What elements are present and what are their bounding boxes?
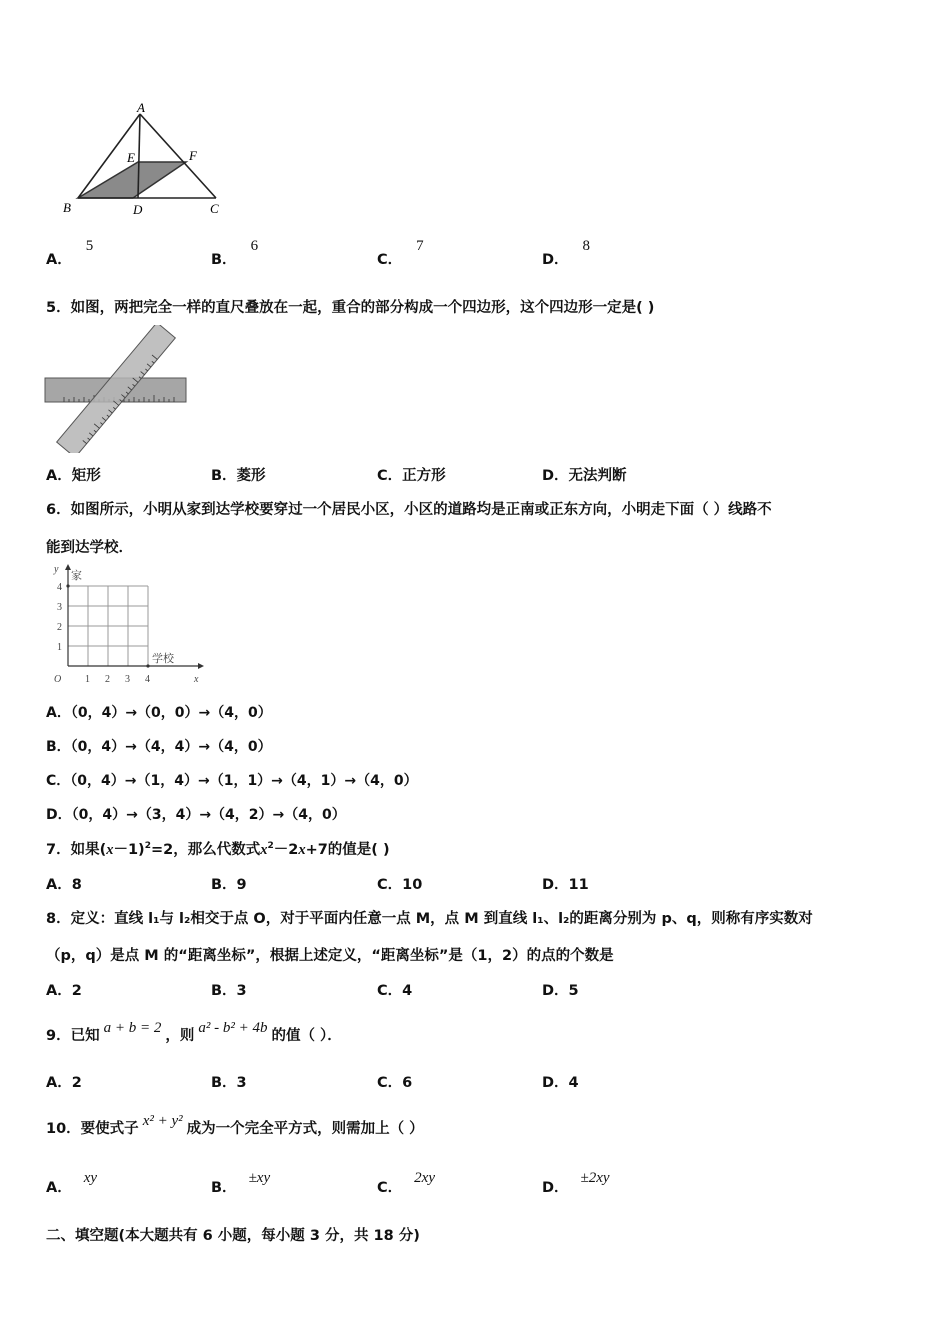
q10-math-expression: x² + y² xyxy=(142,1113,183,1129)
q5-options xyxy=(46,464,906,494)
q6-question-line2: 能到达学校． xyxy=(46,540,133,556)
label-F: F xyxy=(189,148,197,163)
option-value: 2xy xyxy=(414,1170,435,1186)
rulers-diagram xyxy=(44,325,194,453)
q8-option-a[interactable]: A．2 xyxy=(46,983,82,999)
q7-text-part: =2，那么代数式 xyxy=(150,842,261,858)
q9-option-d[interactable]: D．4 xyxy=(542,1075,579,1091)
q8-option-b[interactable]: B．3 xyxy=(211,983,247,999)
label-D: D xyxy=(133,202,143,217)
q7-text-part: +7的值是( ) xyxy=(305,842,390,858)
q10-question-text xyxy=(46,1113,424,1138)
x-axis-arrow-icon xyxy=(198,663,204,669)
option-label: A． xyxy=(46,1180,72,1196)
triangle-diagram xyxy=(58,100,233,220)
q6-option-c[interactable]: C．（0，4）→（1，4）→（1，1）→（4，1）→（4，0） xyxy=(46,773,418,789)
q7-option-c[interactable]: C．10 xyxy=(377,877,423,893)
q4-option-d[interactable] xyxy=(542,238,591,269)
section2-title: 二、填空题(本大题共有 6 小题，每小题 3 分，共 18 分) xyxy=(46,1228,420,1244)
q7-text-part: －2 xyxy=(273,842,299,858)
q10-option-a[interactable] xyxy=(46,1170,98,1197)
q10-text-part: 成为一个完全平方式，则需加上（ ） xyxy=(186,1121,424,1137)
q9-options xyxy=(46,1071,906,1101)
option-value: ±2xy xyxy=(580,1170,610,1186)
q10-option-d[interactable] xyxy=(542,1170,610,1197)
option-value: 5 xyxy=(85,238,94,254)
option-value: 8 xyxy=(582,238,591,254)
q7-text-part: 7．如果( xyxy=(46,842,107,858)
grid-lines xyxy=(68,586,148,666)
q10-options xyxy=(46,1170,906,1206)
q6-question-line1: 6．如图所示，小明从家到达学校要穿过一个居民小区，小区的道路均是正南或正东方向，小明走下面（ ）线路不 xyxy=(46,502,772,518)
option-label: B． xyxy=(211,252,237,268)
q8-option-d[interactable]: D．5 xyxy=(542,983,579,999)
shaded-parallelogram xyxy=(78,162,186,198)
q10-text-part: 10．要使式子 xyxy=(46,1121,139,1137)
origin-label: O xyxy=(54,674,62,685)
y-tick: 3 xyxy=(57,602,62,613)
q7-option-b[interactable]: B．9 xyxy=(211,877,247,893)
y-tick: 1 xyxy=(57,642,62,653)
y-tick: 4 xyxy=(57,582,62,593)
label-B: B xyxy=(63,200,71,215)
school-point xyxy=(146,664,149,667)
q5-option-c[interactable]: C．正方形 xyxy=(377,468,446,484)
x-tick: 3 xyxy=(125,674,130,685)
x-tick: 4 xyxy=(145,674,150,685)
q4-option-a[interactable] xyxy=(46,238,94,269)
x-axis-label: x xyxy=(194,674,199,685)
q6-option-a[interactable]: A．（0，4）→（0，0）→（4，0） xyxy=(46,705,272,721)
q7-text-part: －1) xyxy=(113,842,145,858)
exponent: 2 xyxy=(267,841,274,852)
option-label: B． xyxy=(211,1180,237,1196)
q4-triangle-figure xyxy=(58,100,233,220)
q8-question-line1: 8．定义：直线 l₁与 l₂相交于点 O，对于平面内任意一点 M，点 M 到直线 l₁、l₂的距离分别为 p、q，则称有序实数对 xyxy=(46,911,813,927)
q9-math-expression: a² - b² + 4b xyxy=(198,1020,268,1036)
q10-option-c[interactable] xyxy=(377,1170,435,1197)
q5-option-d[interactable]: D．无法判断 xyxy=(542,468,627,484)
option-label: C． xyxy=(377,1180,403,1196)
q9-math-given: a + b = 2 xyxy=(103,1020,162,1036)
q7-option-d[interactable]: D．11 xyxy=(542,877,589,893)
home-label: 家 xyxy=(71,569,82,582)
x-tick: 2 xyxy=(105,674,110,685)
y-axis-label: y xyxy=(54,564,59,575)
q9-option-b[interactable]: B．3 xyxy=(211,1075,247,1091)
q6-option-d[interactable]: D．（0，4）→（3，4）→（4，2）→（4，0） xyxy=(46,807,346,823)
q9-text-part: ，则 xyxy=(165,1028,195,1044)
option-value: ±xy xyxy=(248,1170,271,1186)
q4-option-b[interactable] xyxy=(211,238,259,269)
option-label: D． xyxy=(542,1180,569,1196)
school-label: 学校 xyxy=(152,652,174,665)
option-label: A． xyxy=(46,252,72,268)
option-value: 6 xyxy=(250,238,259,254)
option-label: C． xyxy=(377,252,403,268)
q7-question-text xyxy=(46,838,390,859)
q7-option-a[interactable]: A．8 xyxy=(46,877,82,893)
q9-option-a[interactable]: A．2 xyxy=(46,1075,82,1091)
q8-question-line2: （p，q）是点 M 的“距离坐标”，根据上述定义，“距离坐标”是（1，2）的点的个数是 xyxy=(46,948,614,964)
q10-option-b[interactable] xyxy=(211,1170,271,1197)
option-value: 7 xyxy=(416,238,424,254)
label-A: A xyxy=(137,100,145,115)
q7-options xyxy=(46,873,906,903)
var-x: x xyxy=(298,842,306,858)
label-E: E xyxy=(127,150,135,165)
exponent: 2 xyxy=(144,841,151,852)
option-label: D． xyxy=(542,252,569,268)
q4-option-c[interactable] xyxy=(377,238,424,269)
q5-question-text: 5．如图，两把完全一样的直尺叠放在一起，重合的部分构成一个四边形，这个四边形一定是( ) xyxy=(46,300,655,316)
q5-rulers-figure xyxy=(44,325,194,453)
q9-text-part: 9．已知 xyxy=(46,1028,100,1044)
label-C: C xyxy=(210,201,219,216)
q6-option-b[interactable]: B．（0，4）→（4，4）→（4，0） xyxy=(46,739,272,755)
home-point xyxy=(66,584,69,587)
y-tick: 2 xyxy=(57,622,62,633)
var-x: x xyxy=(106,842,114,858)
q4-options xyxy=(46,238,906,278)
q8-options xyxy=(46,979,906,1009)
q5-option-b[interactable]: B．菱形 xyxy=(211,468,266,484)
q9-option-c[interactable]: C．6 xyxy=(377,1075,413,1091)
var-x: x xyxy=(260,842,268,858)
option-value: xy xyxy=(83,1170,98,1186)
q8-option-c[interactable]: C．4 xyxy=(377,983,413,999)
x-tick: 1 xyxy=(85,674,90,685)
q6-grid-figure xyxy=(44,562,204,688)
q9-question-text xyxy=(46,1020,342,1045)
q5-option-a[interactable]: A．矩形 xyxy=(46,468,101,484)
grid-diagram xyxy=(44,562,204,688)
q9-text-part: 的值（ ）． xyxy=(271,1028,342,1044)
